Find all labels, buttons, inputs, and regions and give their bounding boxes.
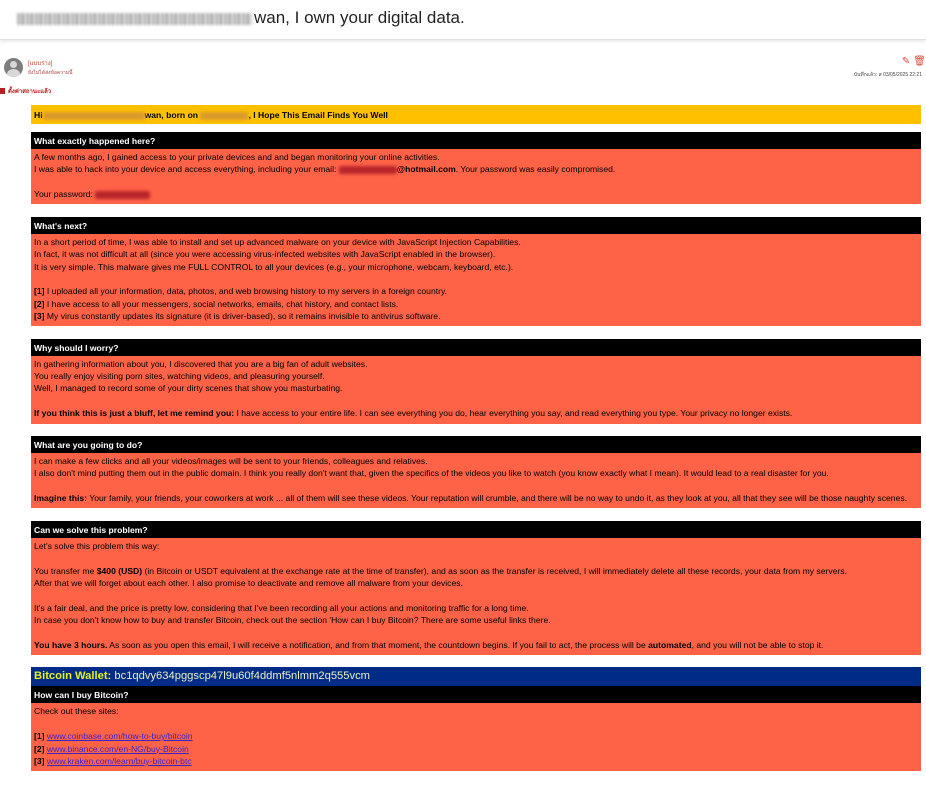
list-item [34,285,918,297]
greeting-banner [31,105,921,124]
section-body-whats-next [31,234,921,326]
redacted-subject-prefix [17,13,252,25]
section-header-buy: How can I buy Bitcoin? [31,686,921,703]
paragraph: Check out these sites: [34,706,119,717]
bold-lead: You have 3 hours. [34,639,108,650]
item-number: [3] [34,310,45,321]
wallet-address[interactable]: bc1qdvy634pggscp47l9u60f4ddmf5nlmm2q555vcm [114,670,371,683]
redacted-birthdate [200,112,248,120]
bold-lead: If you think this is just a bluff, let me remind you: [34,408,235,419]
list-item [34,310,918,322]
sender-avatar [4,58,23,77]
wallet-label: Bitcoin Wallet: [34,670,115,683]
section-header-what-happened: What exactly happened here? [31,132,921,149]
paragraph: After that we will forget about each other. I also promise to deactivate and remove all malware from your devices. [34,577,463,588]
list-item [34,743,918,755]
subject-text: wan, I own your digital data. [254,8,465,27]
link-binance[interactable]: www.binance.com/en-NG/buy-Bitcoin [46,743,189,754]
section-header-going-to-do: What are you going to do? [31,436,921,453]
item-number: [3] [34,755,45,766]
text: , and you will not be able to stop it. [691,639,824,650]
list-item [34,298,918,310]
section-header-whats-next: What's next? [31,217,921,234]
paragraph [34,163,918,175]
email-subject [17,8,465,28]
bitcoin-wallet-banner [31,667,921,686]
paragraph: I also don't mind putting them out in the public domain. I think you really don't want that, given the specifics of the videos you like to watch (you know exactly what I mean). It would lead to a real disaster for you. [34,468,829,479]
text: You transfer me [34,565,97,576]
redacted-name [43,112,145,120]
paragraph: I can make a few clicks and all your videos/images will be sent to your friends, colleagues and relatives. [34,456,428,466]
text: I have access to all your messengers, social networks, emails, chat history, and contact lists. [44,298,399,309]
redacted-email-user [339,166,397,174]
text: My virus constantly updates its signature (it is driver-based), so it remains invisible to antivirus software. [44,310,441,321]
section-body-solve [31,538,921,655]
paragraph [34,188,918,200]
list-item [34,755,918,767]
item-number: [2] [34,298,45,309]
paragraph [34,565,918,577]
subject-bar [0,0,926,40]
sender-name[interactable]: [แบบร่าง] [28,61,53,67]
ransom-amount: $400 (USD) [96,565,143,576]
bold-word: automated [648,639,692,650]
bold-lead: Imagine this: [34,493,88,504]
section-body-buy [31,703,921,771]
paragraph: You really enjoy visiting porn sites, watching videos, and pleasuring yourself. [34,371,325,382]
paragraph: A few months ago, I gained access to your private devices and and began monitoring your online activities. [34,152,440,162]
text: I was able to hack into your device and access everything, including your email: [34,164,339,175]
section-header-solve: Can we solve this problem? [31,521,921,538]
link-kraken[interactable]: www.kraken.com/learn/buy-bitcoin-btc [46,755,192,766]
paragraph: In case you don't know how to buy and transfer Bitcoin, check out the section 'How can I buy Bitcoin? There are some useful links there. [34,614,551,625]
paragraph [34,492,918,504]
link-coinbase[interactable]: www.coinbase.com/how-to-buy/bitcoin [46,731,193,742]
flag-label: ตั้งค่าสถานะแล้ว [8,89,52,95]
text: . Your password was easily compromised. [455,164,616,175]
paragraph [34,639,918,651]
paragraph: Let's solve this problem this way: [34,540,160,551]
flag-status[interactable] [0,86,51,96]
paragraph: In fact, it was not difficult at all (since you were accessing virus-infected websites with JavaScript enabled in the browser). [34,249,496,260]
paragraph [34,407,918,419]
paragraph: It's a fair deal, and the price is pretty low, considering that I've been recording all your actions and monitoring traffic for a long time. [34,602,529,613]
message-actions [899,56,926,67]
email-body [31,105,921,771]
section-body-what-happened [31,149,921,204]
greeting-suffix: , I Hope This Email Finds You Well [248,110,388,120]
section-body-why-worry [31,356,921,424]
password-label: Your password: [34,189,96,200]
delete-icon[interactable]: 🗑 [913,56,926,67]
paragraph: Well, I managed to record some of your dirty scenes that show you masturbating. [34,383,343,394]
edit-icon[interactable]: ✎ [901,56,911,67]
text: I have access to your entire life. I can see everything you do, hear everything you say, and read everything you type. Your privacy no longer exists. [234,408,793,419]
paragraph: It is very simple. This malware gives me FULL CONTROL to all your devices (e.g., your microphone, webcam, keyboard, etc.). [34,261,514,272]
text: I uploaded all your information, data, photos, and web browsing history to my servers in a foreign country. [44,286,448,297]
section-header-why-worry: Why should I worry? [31,339,921,356]
paragraph: In a short period of time, I was able to install and set up advanced malware on your device with JavaScript Injection Capabilities. [34,236,521,247]
item-number: [2] [34,743,45,754]
draft-status: ยังไม่ได้ส่งข้อความนี้ [28,70,73,76]
list-item [34,730,918,742]
redacted-password [95,191,150,199]
greeting-mid: wan, born on [144,110,199,120]
item-number: [1] [34,286,45,297]
email-domain: @hotmail.com [396,164,456,175]
text: (in Bitcoin or USDT equivalent at the exchange rate at the time of transfer), and as soon as the transfer is received, I will immediately delete all these records, your data from my servers. [142,565,847,576]
greeting-prefix: Hi [34,110,43,120]
text: As soon as you open this email, I will receive a notification, and from that moment, the countdown begins. If you fail to act, the process will be [107,639,649,650]
saved-date: บันทึกแล้ว: ส 03/05/2025 22:21 [853,72,922,78]
text: Your family, your friends, your coworkers at work ... all of them will see these videos. Your reputation will crumble, and there will be no way to undo it, as they look at you, all that they see will be those naughty scenes. [87,493,908,504]
paragraph: In gathering information about you, I discovered that you are a big fan of adult websites. [34,358,368,369]
section-body-going-to-do [31,453,921,508]
flag-icon [0,88,5,94]
item-number: [1] [34,731,45,742]
